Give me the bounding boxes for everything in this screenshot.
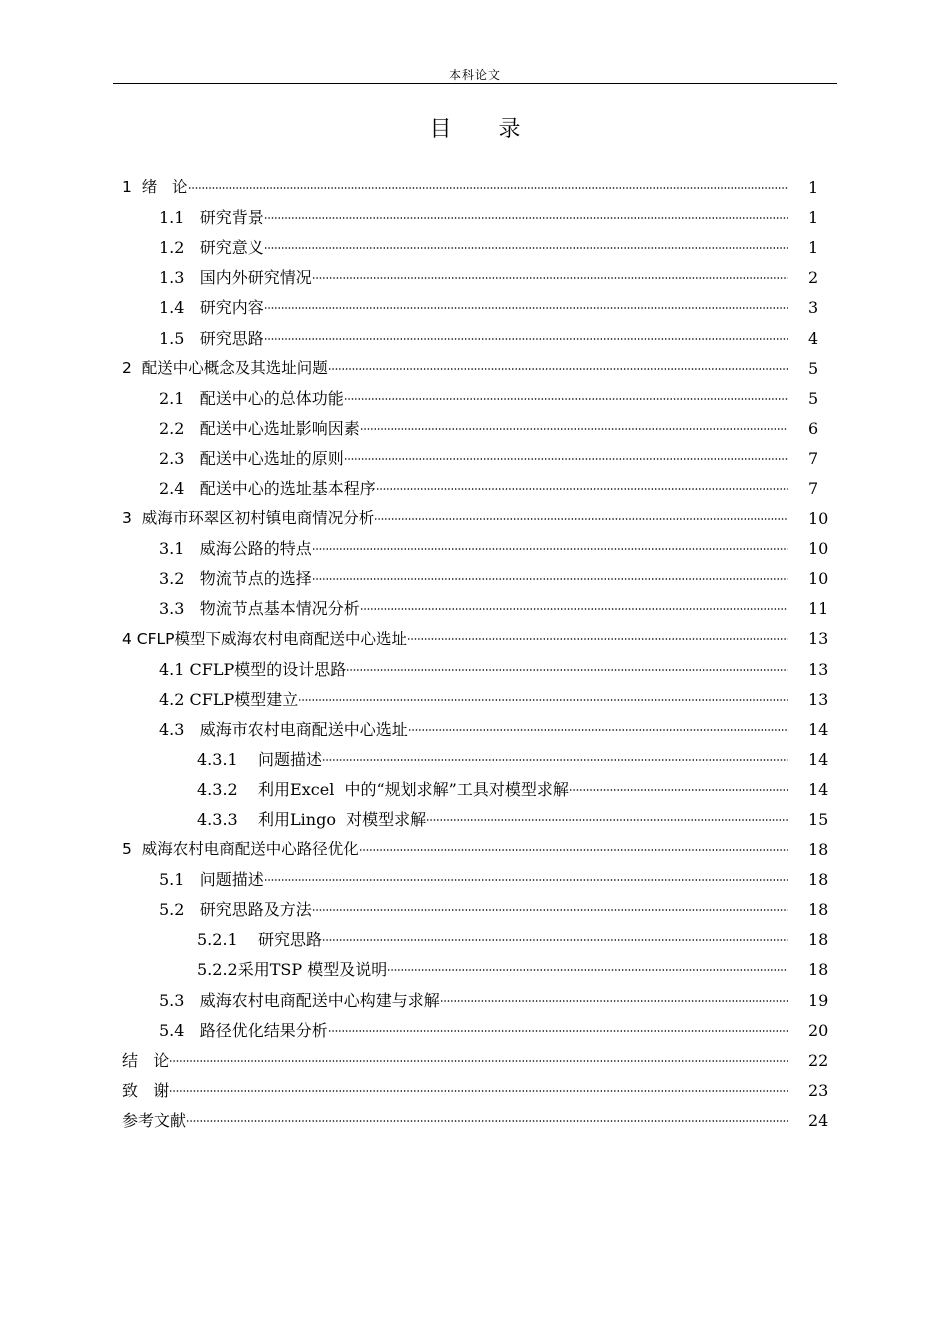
dot-leader <box>569 789 788 791</box>
dot-leader <box>312 277 788 279</box>
toc-entry[interactable] <box>122 775 832 805</box>
toc-entry-page-number: 11 <box>808 599 829 619</box>
dot-leader-area <box>312 277 788 279</box>
toc-entry-page-number: 2 <box>808 268 819 288</box>
toc-entry-page-number: 18 <box>808 930 829 950</box>
dot-leader <box>376 488 788 490</box>
dot-leader <box>186 1120 788 1122</box>
dot-leader <box>298 699 788 701</box>
dot-leader-area <box>344 458 788 460</box>
toc-entry-label: 1.4 研究内容 <box>159 298 264 318</box>
header-rule <box>113 83 837 84</box>
dot-leader-area <box>298 699 788 701</box>
toc-entry-page-number: 10 <box>808 539 829 559</box>
toc-entry[interactable] <box>122 203 832 233</box>
dot-leader <box>264 217 788 219</box>
toc-entry-label: 4 CFLP模型下威海农村电商配送中心选址 <box>122 629 408 648</box>
toc-entry-page-number: 5 <box>808 358 819 378</box>
dot-leader-area <box>359 849 788 851</box>
dot-leader-area <box>169 1090 788 1092</box>
toc-entry-label: 3.3 物流节点基本情况分析 <box>159 599 360 619</box>
toc-entry-page-number: 4 <box>808 328 819 348</box>
toc-entry[interactable] <box>122 835 832 865</box>
toc-entry[interactable] <box>122 624 832 654</box>
toc-entry[interactable] <box>122 1016 832 1046</box>
toc-entry[interactable] <box>122 685 832 715</box>
dot-leader <box>360 608 788 610</box>
dot-leader-area <box>322 939 788 941</box>
toc-entry[interactable] <box>122 986 832 1016</box>
toc-entry-page-number: 18 <box>808 870 829 890</box>
dot-leader-area <box>360 428 788 430</box>
toc-entry-label: 1.2 研究意义 <box>159 238 264 258</box>
toc-entry-page-number: 14 <box>808 719 829 739</box>
dot-leader <box>322 759 788 761</box>
toc-entry-page-number: 15 <box>808 810 829 830</box>
dot-leader <box>188 187 789 189</box>
toc-entry[interactable] <box>122 745 832 775</box>
toc-entry[interactable] <box>122 925 832 955</box>
toc-entry-label: 5.4 路径优化结果分析 <box>159 1020 328 1040</box>
dot-leader <box>374 518 788 520</box>
dot-leader-area <box>569 789 788 791</box>
toc-entry[interactable] <box>122 564 832 594</box>
dot-leader-area <box>188 187 789 189</box>
dot-leader-area <box>264 879 788 881</box>
running-header: 本科论文 <box>448 68 501 82</box>
toc-entry-page-number: 10 <box>808 569 829 589</box>
toc-entry[interactable] <box>122 173 832 203</box>
toc-entry-label: 5.2 研究思路及方法 <box>159 900 312 920</box>
dot-leader <box>264 338 788 340</box>
toc-entry-label: 5.1 问题描述 <box>159 870 264 890</box>
toc-entry-page-number: 19 <box>808 990 829 1010</box>
toc-entry[interactable] <box>122 504 832 534</box>
toc-entry-page-number: 20 <box>808 1020 829 1040</box>
dot-leader <box>426 819 788 821</box>
toc-entry[interactable] <box>122 865 832 895</box>
dot-leader <box>169 1090 788 1092</box>
dot-leader-area <box>344 398 788 400</box>
toc-entry-page-number: 18 <box>808 840 829 860</box>
toc-entry-label: 2.3 配送中心选址的原则 <box>159 448 344 468</box>
toc-entry-label: 4.3.1 问题描述 <box>197 749 323 769</box>
toc-entry-label: 2.4 配送中心的选址基本程序 <box>159 478 376 498</box>
dot-leader <box>407 638 788 640</box>
dot-leader-area <box>407 638 788 640</box>
dot-leader-area <box>264 307 788 309</box>
toc-entry-label: 3 威海市环翠区初村镇电商情况分析 <box>122 509 375 528</box>
dot-leader-area <box>346 669 788 671</box>
dot-leader <box>344 458 788 460</box>
toc-entry-label: 1 绪 论 <box>122 178 188 197</box>
toc-entry-page-number: 3 <box>808 298 819 318</box>
toc-entry[interactable] <box>122 955 832 985</box>
dot-leader-area <box>312 909 788 911</box>
toc-entry-label: 1.1 研究背景 <box>159 208 264 228</box>
toc-entry-page-number: 10 <box>808 509 829 529</box>
dot-leader <box>328 368 788 370</box>
toc-entry-page-number: 13 <box>808 689 829 709</box>
toc-entry[interactable] <box>122 233 832 263</box>
toc-entry-page-number: 1 <box>808 238 819 258</box>
dot-leader <box>312 578 788 580</box>
toc-entry-page-number: 1 <box>808 208 819 228</box>
toc-entry[interactable] <box>122 354 832 384</box>
dot-leader-area <box>328 1030 788 1032</box>
toc-entry-label: 4.3.2 利用Excel 中的“规划求解”工具对模型求解 <box>197 779 569 799</box>
toc-entry[interactable] <box>122 444 832 474</box>
dot-leader <box>346 669 788 671</box>
toc-entry-label: 结 论 <box>122 1050 170 1070</box>
toc-entry[interactable] <box>122 1046 832 1076</box>
dot-leader-area <box>264 247 788 249</box>
toc-entry-page-number: 13 <box>808 629 829 649</box>
toc-entry-label: 1.5 研究思路 <box>159 328 264 348</box>
toc-entry-page-number: 7 <box>808 448 819 468</box>
toc-entry-label: 5.2.2采用TSP 模型及说明 <box>197 960 388 980</box>
toc-entry-label: 2.2 配送中心选址影响因素 <box>159 418 360 438</box>
toc-entry-page-number: 6 <box>808 418 819 438</box>
toc-entry[interactable] <box>122 895 832 925</box>
toc-entry-label: 4.2 CFLP模型建立 <box>159 689 299 709</box>
toc-entry[interactable] <box>122 805 832 835</box>
table-of-contents <box>122 173 832 1136</box>
toc-entry[interactable] <box>122 715 832 745</box>
dot-leader <box>359 849 788 851</box>
toc-entry-page-number: 24 <box>808 1110 829 1130</box>
dot-leader <box>264 307 788 309</box>
toc-entry-label: 2.1 配送中心的总体功能 <box>159 388 344 408</box>
dot-leader <box>312 909 788 911</box>
dot-leader-area <box>312 578 788 580</box>
dot-leader-area <box>312 548 788 550</box>
toc-entry-label: 4.3 威海市农村电商配送中心选址 <box>159 719 408 739</box>
dot-leader-area <box>169 1060 788 1062</box>
toc-entry-label: 参考文献 <box>122 1110 187 1130</box>
dot-leader <box>387 969 788 971</box>
toc-entry-page-number: 18 <box>808 960 829 980</box>
dot-leader-area <box>360 608 788 610</box>
toc-entry[interactable] <box>122 594 832 624</box>
toc-entry-label: 4.3.3 利用Lingo 对模型求解 <box>197 810 427 830</box>
toc-entry-label: 致 谢 <box>122 1080 170 1100</box>
toc-entry[interactable] <box>122 414 832 444</box>
dot-leader-area <box>322 759 788 761</box>
dot-leader-area <box>328 368 788 370</box>
toc-entry[interactable] <box>122 1106 832 1136</box>
toc-entry-page-number: 22 <box>808 1050 829 1070</box>
toc-entry[interactable] <box>122 1076 832 1106</box>
toc-entry[interactable] <box>122 263 832 293</box>
dot-leader <box>264 879 788 881</box>
toc-entry-label: 5.3 威海农村电商配送中心构建与求解 <box>159 990 440 1010</box>
dot-leader <box>312 548 788 550</box>
dot-leader <box>360 428 788 430</box>
dot-leader-area <box>186 1120 788 1122</box>
dot-leader <box>344 398 788 400</box>
toc-entry-page-number: 7 <box>808 478 819 498</box>
toc-entry-page-number: 18 <box>808 900 829 920</box>
toc-entry-label: 2 配送中心概念及其选址问题 <box>122 358 328 377</box>
dot-leader-area <box>264 217 788 219</box>
dot-leader-area <box>264 338 788 340</box>
toc-entry-label: 3.2 物流节点的选择 <box>159 569 312 589</box>
dot-leader <box>408 729 788 731</box>
toc-entry-page-number: 14 <box>808 779 829 799</box>
dot-leader <box>169 1060 788 1062</box>
toc-entry-label: 1.3 国内外研究情况 <box>159 268 312 288</box>
toc-entry-page-number: 13 <box>808 659 829 679</box>
toc-entry-page-number: 14 <box>808 749 829 769</box>
toc-entry[interactable] <box>122 293 832 323</box>
dot-leader <box>264 247 788 249</box>
toc-entry-label: 5.2.1 研究思路 <box>197 930 323 950</box>
dot-leader-area <box>387 969 788 971</box>
toc-entry[interactable] <box>122 655 832 685</box>
dot-leader-area <box>374 518 788 520</box>
dot-leader-area <box>376 488 788 490</box>
dot-leader-area <box>426 819 788 821</box>
dot-leader-area <box>440 1000 788 1002</box>
toc-entry-label: 5 威海农村电商配送中心路径优化 <box>122 840 359 859</box>
toc-entry[interactable] <box>122 474 832 504</box>
toc-entry-page-number: 5 <box>808 388 819 408</box>
toc-title: 目 录 <box>429 117 521 142</box>
dot-leader <box>440 1000 788 1002</box>
toc-entry[interactable] <box>122 534 832 564</box>
toc-entry-page-number: 1 <box>808 178 819 198</box>
toc-entry[interactable] <box>122 384 832 414</box>
toc-entry-page-number: 23 <box>808 1080 829 1100</box>
dot-leader <box>322 939 788 941</box>
toc-entry-label: 4.1 CFLP模型的设计思路 <box>159 659 347 679</box>
toc-entry[interactable] <box>122 323 832 353</box>
dot-leader <box>328 1030 788 1032</box>
toc-entry-label: 3.1 威海公路的特点 <box>159 539 312 559</box>
dot-leader-area <box>408 729 788 731</box>
